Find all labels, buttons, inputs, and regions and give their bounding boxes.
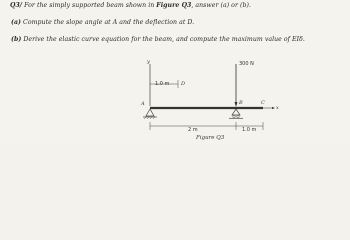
figure-caption: Figure Q3 — [196, 135, 225, 141]
part-b-marker: (b) — [11, 36, 22, 43]
dimension-ad-label: 1.0 m — [155, 81, 170, 87]
y-axis-label: y — [147, 59, 150, 65]
roller-support-b — [229, 109, 243, 118]
question-tail: , answer (a) or (b). — [191, 2, 251, 9]
figure-reference: Figure Q3 — [156, 2, 192, 9]
pin-support-a — [143, 109, 157, 119]
part-b-line — [11, 36, 305, 43]
part-a-line — [11, 19, 194, 26]
dimension-ab-label: 2 m — [188, 127, 198, 133]
part-b-text: Derive the elastic curve equation for the beam, and compute the maximum value of EIδ. — [23, 36, 305, 43]
question-line — [10, 2, 251, 9]
part-a-text: Compute the slope angle at A and the deflection at D. — [23, 19, 195, 26]
beam-figure — [138, 56, 288, 146]
beam-diagram — [138, 56, 288, 146]
load-label: 300 N — [239, 61, 254, 67]
point-d-label: D — [181, 81, 186, 87]
point-c-label: C — [261, 100, 265, 106]
point-a-label: A — [141, 101, 145, 107]
point-b-label: B — [239, 100, 243, 106]
question-prompt: For the simply supported beam shown in — [24, 2, 155, 9]
load-arrow-head — [235, 102, 238, 107]
question-number: Q3/ — [10, 2, 23, 9]
dimension-bc-label: 1.0 m — [242, 127, 257, 133]
x-axis-label: x — [276, 105, 279, 111]
part-a-marker: (a) — [11, 19, 22, 26]
x-axis-arrowhead — [272, 107, 275, 109]
